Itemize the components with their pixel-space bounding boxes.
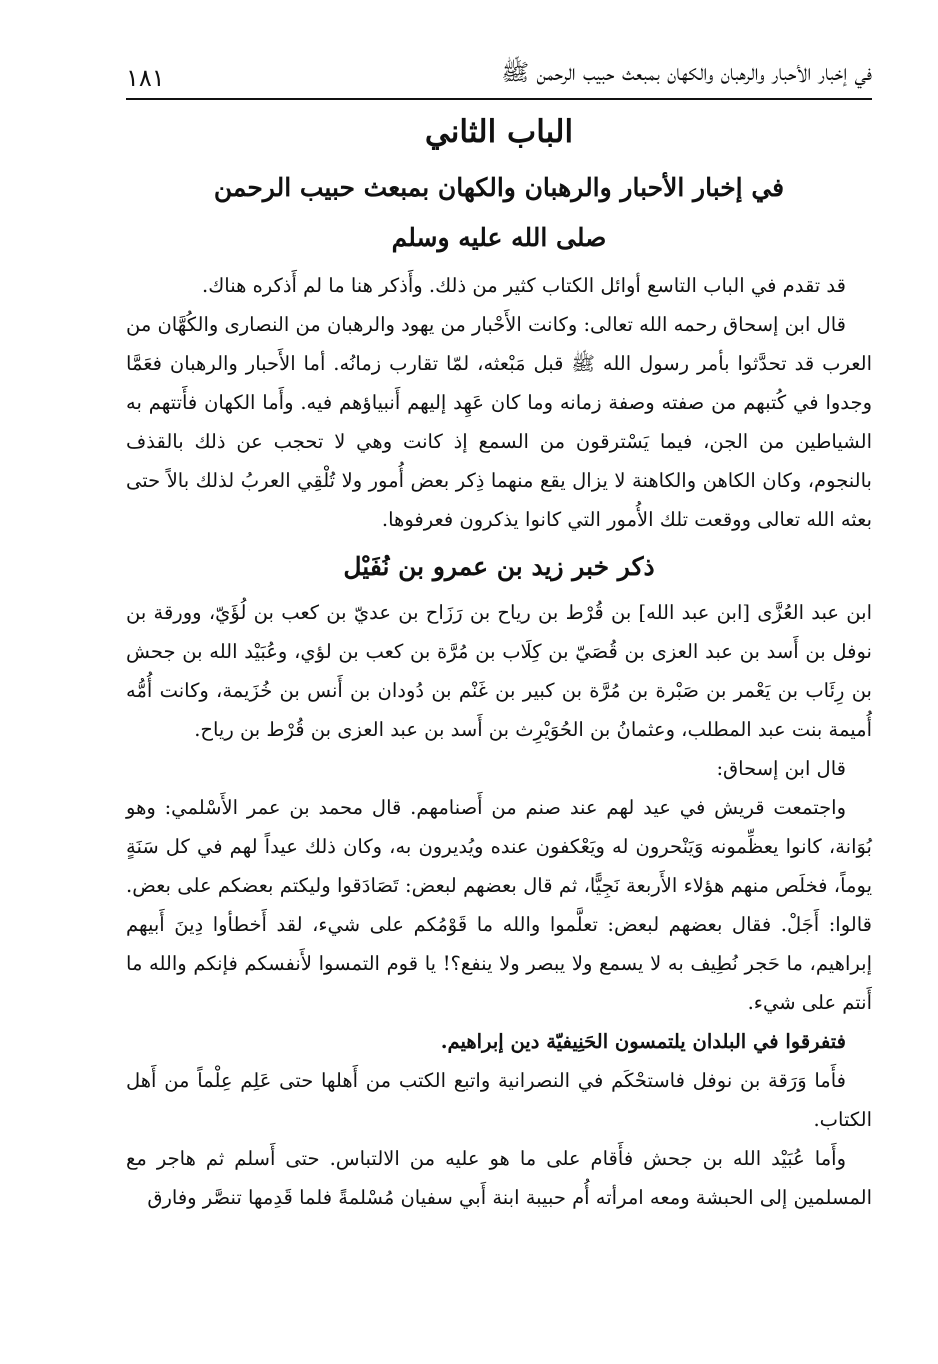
paragraph-dispersal: فتفرقوا في البلدان يلتمسون الحَنِيفيّة دين إبراهيم. bbox=[440, 1030, 846, 1053]
chapter-title: الباب الثاني bbox=[424, 114, 574, 150]
chapter-subtitle-line-2: صلى الله عليه وسلم bbox=[391, 223, 607, 252]
chapter-subtitle-line-1: في إخبار الأحبار والرهبان والكهان بمبعث حبيب الرحمن bbox=[213, 173, 785, 202]
running-header-title: في إخبار الأحبار والرهبان والكهان بمبعث حبيب الرحمن ﷺ bbox=[501, 60, 872, 86]
page-body bbox=[126, 104, 872, 1217]
paragraph-intro-1: قد تقدم في الباب التاسع أوائل الكتاب كثير من ذلك. وأَذكر هنا ما لم أَذكره هناك. bbox=[202, 274, 846, 297]
paragraph-ibn-ishaq-said: قال ابن إسحاق: bbox=[716, 757, 846, 780]
running-header bbox=[126, 48, 872, 100]
section-title: ذكر خبر زيد بن عمرو بن نُفَيْل bbox=[343, 552, 655, 581]
paragraph-waraqa: فأَما وَرَقة بن نوفل فاستحْكَم في النصرانية واتبع الكتب من أَهلها حتى عَلِم عِلْماً من أَهل الكتاب. bbox=[126, 1069, 872, 1131]
page-number: ١٨١ bbox=[126, 64, 165, 92]
paragraph-ubaydullah: وأَما عُبَيْد الله بن جحش فأَقام على ما هو عليه من الالتباس. حتى أَسلم ثم هاجر مع المسلمين إلى الحبشة ومعه امرأته أُم حبيبة ابنة أَبي سفيان مُسْلمةً فلما قَدِمها تنصَّر وفارق bbox=[126, 1147, 872, 1209]
paragraph-lineage: ابن عبد العُزَّى [ابن عبد الله] بن قُرْط بن رياح بن رَزَاح بن عديّ بن كعب بن لُؤَيّ، وورقة بن نوفل بن أَسد بن عبد العزى بن قُصَيّ بن كِلَاب بن مُرَّة بن كعب بن لؤي، وعُبَيْد الله بن جحش بن رِئَاب بن يَعْمر بن صَبْرة بن مُرَّة بن كبير بن غَنْم بن دُودان بن أَنس بن خُزَيمة، وكانت أُمُّه أُميمة بنت عبد المطلب، وعثمانُ بن الحُوَيْرِث بن أَسد بن عبد العزى بن قُرْط بن رياح. bbox=[126, 601, 872, 741]
paragraph-intro-2: قال ابن إسحاق رحمه الله تعالى: وكانت الأَحْبار من يهود والرهبان من النصارى والكُهَّان من العرب قد تحدَّثوا بأمر رسول الله ﷺ قبل مَبْعثه، لمّا تقارب زمانُه. أما الأَحبار والرهبان فعَمَّا وجدوا في كُتبهم من صفته وصفة زمانه وما كان عَهِد إليهم أَنبياؤهم فيه. وأَما الكهان فأَتتهم به الشياطين من الجن، فيما يَسْترقون من السمع إذ كانت وهي لا تحجب عن ذلك بالقذف بالنجوم، وكان الكاهن والكاهنة لا يزال يقع منهما ذِكر بعض أُمور ولا تُلْقِي العربُ لذلك بالاً حتى بعثه الله تعالى ووقعت تلك الأُمور التي كانوا يذكرون فعرفوها. bbox=[126, 313, 872, 531]
paragraph-quraysh-gathering: واجتمعت قريش في عيد لهم عند صنم من أَصنامهم. قال محمد بن عمر الأَسْلمي: وهو بُوَانة، كانوا يعظِّمونه وَيَنْحرون له ويَعْكفون عنده ويُديرون به، وكان ذلك عيداً لهم في كل سَنَةٍ يوماً، فخلَص منهم هؤلاء الأَربعة نَجِيًّا، ثم قال بعضهم لبعض: تَصَادَقوا وليكتم بعضكم على بعض. قالوا: أَجَلْ. فقال بعضهم لبعض: تعلَّموا والله ما قَوْمُكم على شيء، لقد أَخطأوا دِينَ أَبيهم إبراهيم، ما حَجر نُطِيف به لا يسمع ولا يبصر ولا ينفع؟! يا قوم التمسوا لأَنفسكم فإنكم والله ما أَنتم على شيء. bbox=[126, 796, 872, 1014]
